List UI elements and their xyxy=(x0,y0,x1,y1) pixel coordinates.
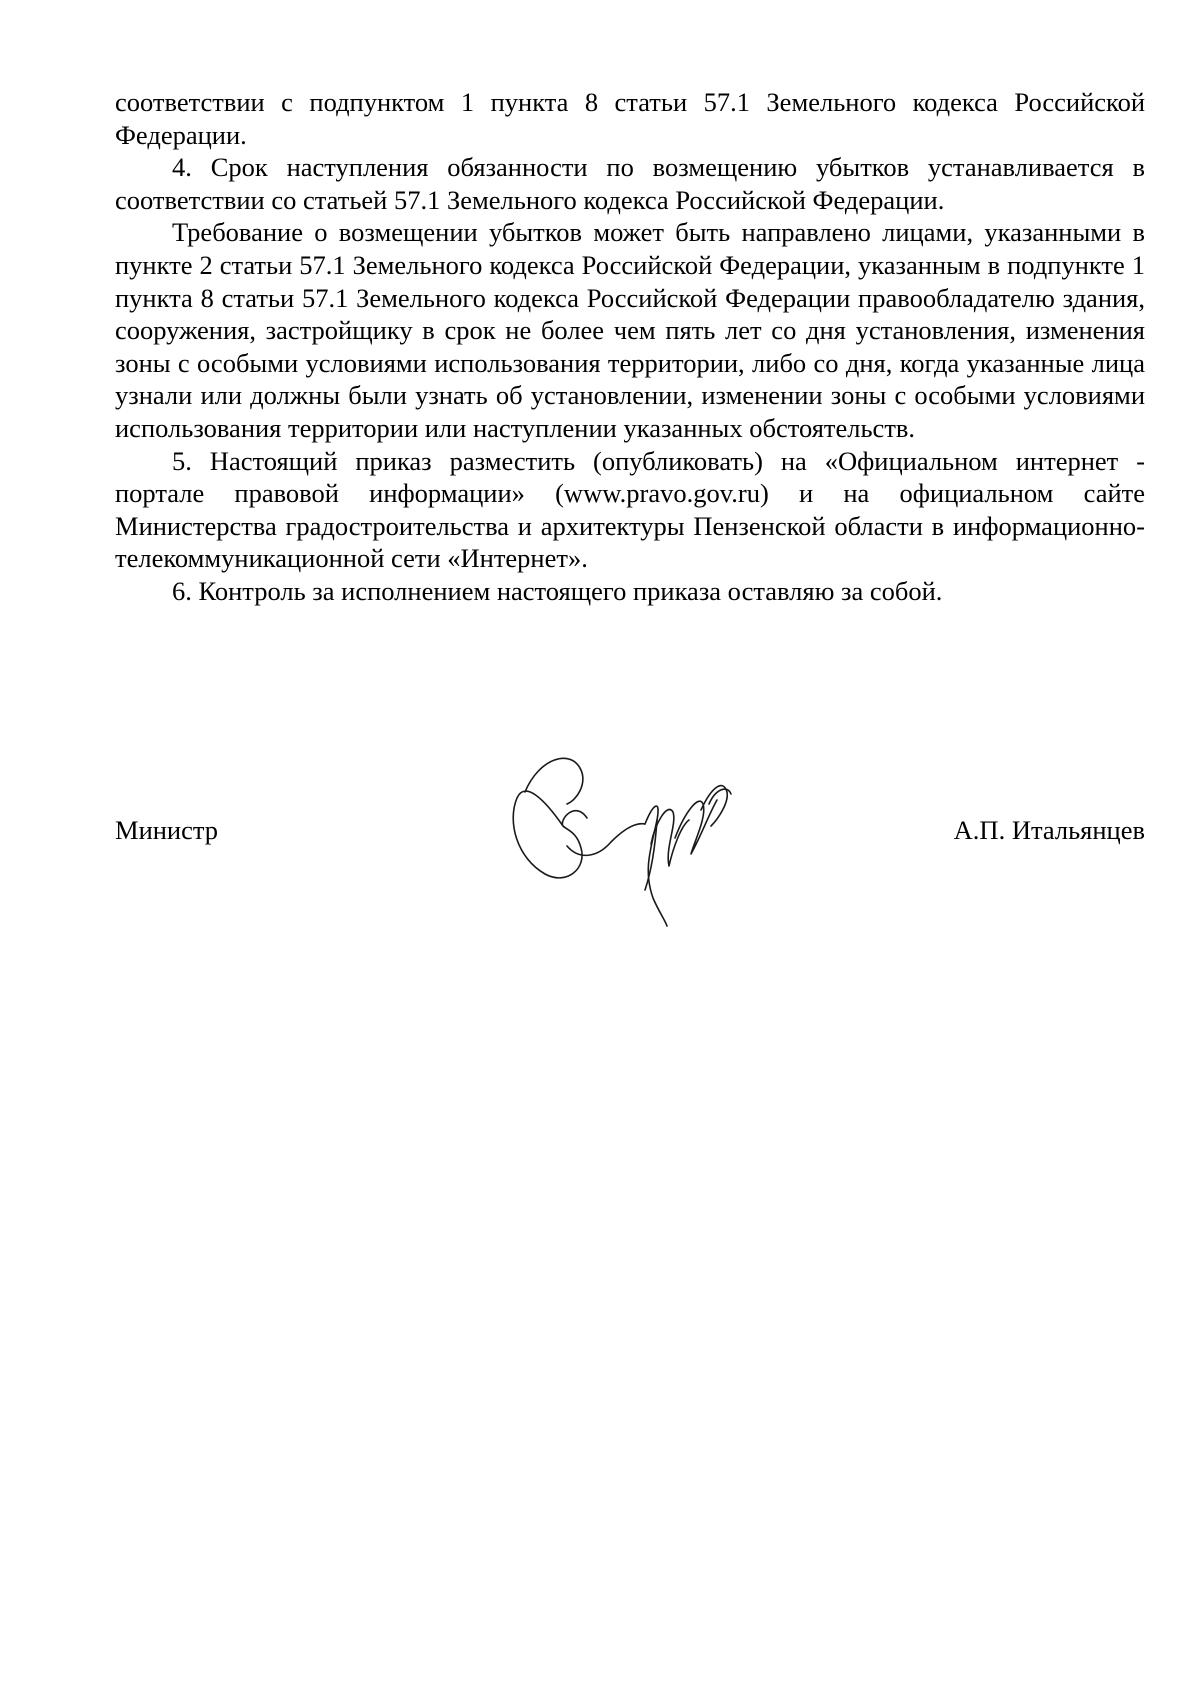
signer-position: Министр xyxy=(115,815,219,845)
paragraph-item-5: 5. Настоящий приказ разместить (опубликовать) на «Официальном интернет - портале правовой информации» (www.pravo.gov.ru) и на официальном сайте Министерства градостроительства и архитектуры Пензенской области в информационно-телекоммуникационной сети «Интернет». xyxy=(115,445,1145,574)
signer-name: А.П. Итальянцев xyxy=(953,815,1145,845)
paragraph-damages-claim: Требование о возмещении убытков может быть направлено лицами, указанными в пункте 2 статьи 57.1 Земельного кодекса Российской Федерации, указанным в подпункте 1 пункта 8 статьи 57.1 Земельного кодекса Российской Федерации правообладателю здания, сооружения, застройщику в срок не более чем пять лет со дня установления, изменения зоны с особыми условиями использования территории, либо со дня, когда указанные лица узнали или должны были узнать об установлении, изменении зоны с особыми условиями использования территории или наступлении указанных обстоятельств. xyxy=(115,217,1145,443)
paragraph-item-6: 6. Контроль за исполнением настоящего приказа оставляю за собой. xyxy=(172,575,943,606)
paragraph-item-4: 4. Срок наступления обязанности по возмещению убытков устанавливается в соответствии со статьей 57.1 Земельного кодекса Российской Федерации. xyxy=(115,152,1145,215)
handwritten-signature xyxy=(505,740,765,930)
paragraph-continuation: соответствии с подпунктом 1 пункта 8 статьи 57.1 Земельного кодекса Российской Федерации. xyxy=(115,87,1145,150)
document-body xyxy=(115,86,1145,608)
